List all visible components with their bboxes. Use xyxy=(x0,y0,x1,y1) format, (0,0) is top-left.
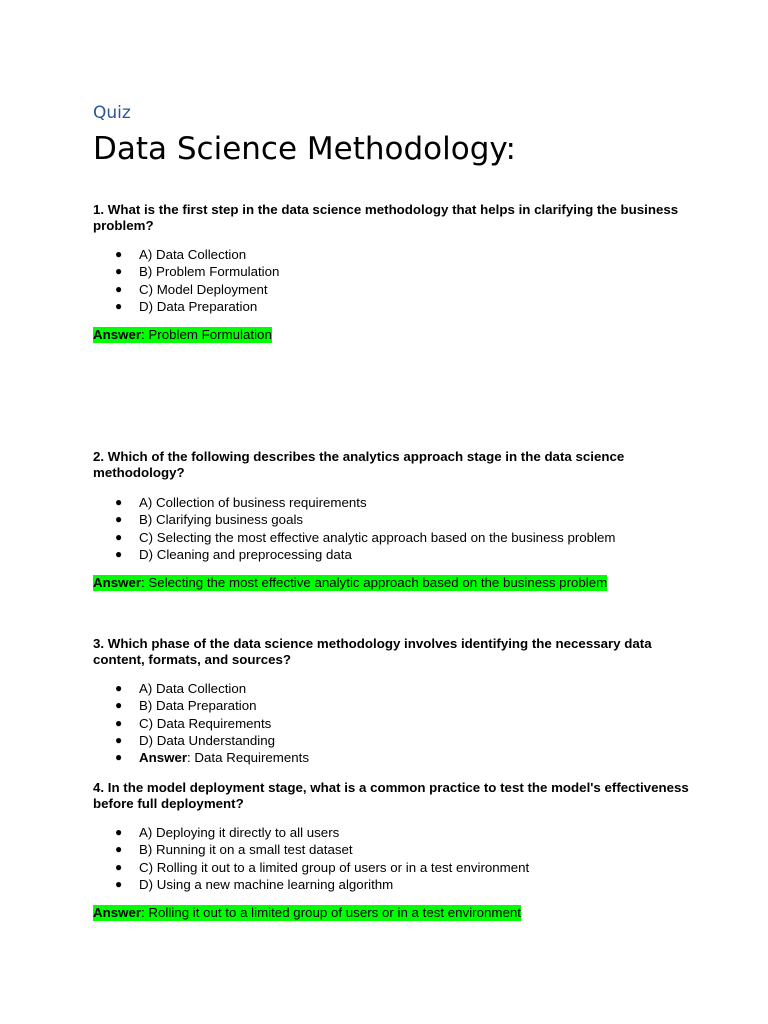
bullet-icon: ● xyxy=(115,264,123,279)
option-item: ● A) Data Collection xyxy=(115,247,247,262)
bullet-icon: ● xyxy=(115,825,123,839)
bullet-icon: ● xyxy=(115,732,123,747)
bullet-icon: ● xyxy=(115,681,123,695)
question-2: 2. Which of the following describes the analytics approach stage in the data science methodology? xyxy=(93,449,625,480)
question-2-options xyxy=(115,494,616,563)
answer-label: Answer xyxy=(93,327,142,342)
bullet-icon: ● xyxy=(115,715,123,730)
option-item: ● B) Clarifying business goals xyxy=(115,512,304,528)
answer-4 xyxy=(93,905,521,921)
option-item: ● C) Data Requirements xyxy=(115,715,272,731)
option-item: ● D) Cleaning and preprocessing data xyxy=(115,546,352,562)
answer-label: Answer xyxy=(93,575,142,590)
question-3-options xyxy=(115,680,309,766)
answer-1 xyxy=(93,327,272,343)
bullet-icon: ● xyxy=(115,512,123,527)
bullet-icon: ● xyxy=(115,750,123,765)
option-item: ● D) Data Preparation xyxy=(115,298,258,314)
option-item: ● B) Running it on a small test dataset xyxy=(115,842,353,858)
option-item: ● A) Collection of business requirements xyxy=(115,495,367,510)
bullet-icon: ● xyxy=(115,859,123,874)
bullet-icon: ● xyxy=(115,698,123,713)
answer-text: : Selecting the most effective analytic approach based on the business problem xyxy=(141,575,608,590)
bullet-icon: ● xyxy=(115,281,123,296)
option-item: ● D) Data Understanding xyxy=(115,732,275,748)
bullet-icon: ● xyxy=(115,298,123,313)
bullet-icon: ● xyxy=(115,495,123,509)
answer-text: : Problem Formulation xyxy=(141,327,272,342)
option-item: ● C) Model Deployment xyxy=(115,281,268,297)
option-item: ● B) Problem Formulation xyxy=(115,264,280,280)
question-4: 4. In the model deployment stage, what is a common practice to test the model's effectiveness before full deployment? xyxy=(93,780,689,811)
question-1: 1. What is the first step in the data science methodology that helps in clarifying the business problem? xyxy=(93,202,679,233)
document-title: Data Science Methodology: xyxy=(93,131,516,167)
answer-label: Answer xyxy=(93,905,142,920)
bullet-icon: ● xyxy=(115,247,123,261)
bullet-icon: ● xyxy=(115,529,123,544)
question-1-options xyxy=(115,246,279,315)
answer-label: Answer xyxy=(139,750,188,766)
document-subtitle: Quiz xyxy=(93,103,131,123)
question-4-options xyxy=(115,824,529,893)
answer-text: : Rolling it out to a limited group of users or in a test environment xyxy=(141,905,521,920)
option-item: ● C) Rolling it out to a limited group of users or in a test environment xyxy=(115,859,530,875)
bullet-icon: ● xyxy=(115,546,123,561)
bullet-icon: ● xyxy=(115,842,123,857)
bullet-icon: ● xyxy=(115,876,123,891)
option-item: ● B) Data Preparation xyxy=(115,698,257,714)
option-item: ● C) Selecting the most effective analytic approach based on the business problem xyxy=(115,529,616,545)
answer-3 xyxy=(115,749,309,766)
answer-text: : Data Requirements xyxy=(187,750,309,766)
option-item: ● A) Deploying it directly to all users xyxy=(115,825,340,840)
question-3: 3. Which phase of the data science methodology involves identifying the necessary data content, formats, and sources? xyxy=(93,636,652,667)
option-item: ● D) Using a new machine learning algorithm xyxy=(115,876,394,892)
option-item: ● A) Data Collection xyxy=(115,681,247,696)
answer-2 xyxy=(93,575,607,591)
